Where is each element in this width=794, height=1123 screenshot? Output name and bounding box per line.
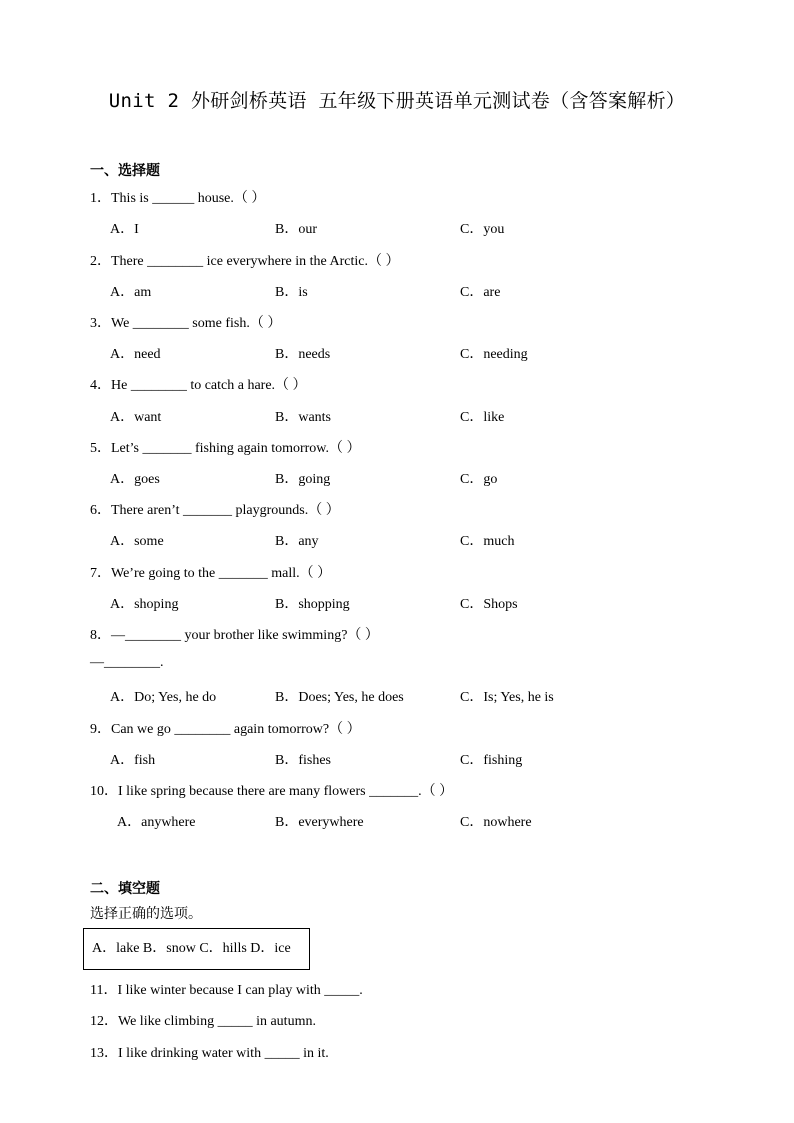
q3-option-c: C．needing (460, 347, 528, 362)
q5-option-b: B．going (275, 472, 331, 487)
page-title: Unit 2 外研剑桥英语 五年级下册英语单元测试卷（含答案解析） (108, 90, 686, 112)
q7-option-b: B．shopping (275, 597, 350, 612)
q8-option-a: A．Do; Yes, he do (110, 690, 217, 705)
q9-option-c: C．fishing (460, 753, 523, 768)
question-1: 1．This is ______ house.（ ） (90, 191, 266, 206)
q5-option-c: C．go (460, 472, 498, 487)
fill-instruction: 选择正确的选项。 (90, 907, 202, 922)
q8-option-b: B．Does; Yes, he does (275, 690, 404, 705)
question-5: 5．Let’s _______ fishing again tomorrow.（ ） (90, 441, 361, 456)
q2-option-c: C．are (460, 285, 501, 300)
question-7: 7．We’re going to the _______ mall.（ ） (90, 566, 332, 581)
question-4: 4．He ________ to catch a hare.（ ） (90, 378, 307, 393)
q6-option-b: B．any (275, 534, 319, 549)
question-11: 11．I like winter because I can play with _____. (90, 983, 363, 998)
q2-option-a: A．am (110, 285, 152, 300)
question-9: 9．Can we go ________ again tomorrow?（ ） (90, 722, 361, 737)
q9-option-b: B．fishes (275, 753, 331, 768)
q10-option-c: C．nowhere (460, 815, 532, 830)
q2-option-b: B．is (275, 285, 308, 300)
q1-option-a: A．I (110, 222, 139, 237)
q10-option-b: B．everywhere (275, 815, 364, 830)
q9-option-a: A．fish (110, 753, 156, 768)
q7-option-a: A．shoping (110, 597, 179, 612)
question-12: 12．We like climbing _____ in autumn. (90, 1014, 316, 1029)
q3-option-b: B．needs (275, 347, 331, 362)
q1-option-b: B．our (275, 222, 317, 237)
q1-option-c: C．you (460, 222, 505, 237)
section-heading-choice: 一、选择题 (90, 164, 160, 179)
question-8: 8．—________ your brother like swimming?（ ） (90, 628, 379, 643)
q4-option-a: A．want (110, 410, 162, 425)
q7-option-c: C．Shops (460, 597, 518, 612)
question-10: 10．I like spring because there are many flowers _______.（ ） (90, 784, 454, 799)
q6-option-c: C．much (460, 534, 515, 549)
word-bank-box: A．lake B．snow C．hills D．ice (83, 928, 310, 970)
question-6: 6．There aren’t _______ playgrounds.（ ） (90, 503, 340, 518)
question-13: 13．I like drinking water with _____ in it. (90, 1046, 329, 1061)
q4-option-b: B．wants (275, 410, 331, 425)
question-3: 3．We ________ some fish.（ ） (90, 316, 282, 331)
q10-option-a: A．anywhere (117, 815, 196, 830)
question-2: 2．There ________ ice everywhere in the Arctic.（ ） (90, 254, 400, 269)
q5-option-a: A．goes (110, 472, 160, 487)
section-heading-fill: 二、填空题 (90, 882, 160, 897)
q8-option-c: C．Is; Yes, he is (460, 690, 554, 705)
question-8-reply: —________. (90, 655, 164, 670)
q3-option-a: A．need (110, 347, 161, 362)
q6-option-a: A．some (110, 534, 164, 549)
q4-option-c: C．like (460, 410, 505, 425)
